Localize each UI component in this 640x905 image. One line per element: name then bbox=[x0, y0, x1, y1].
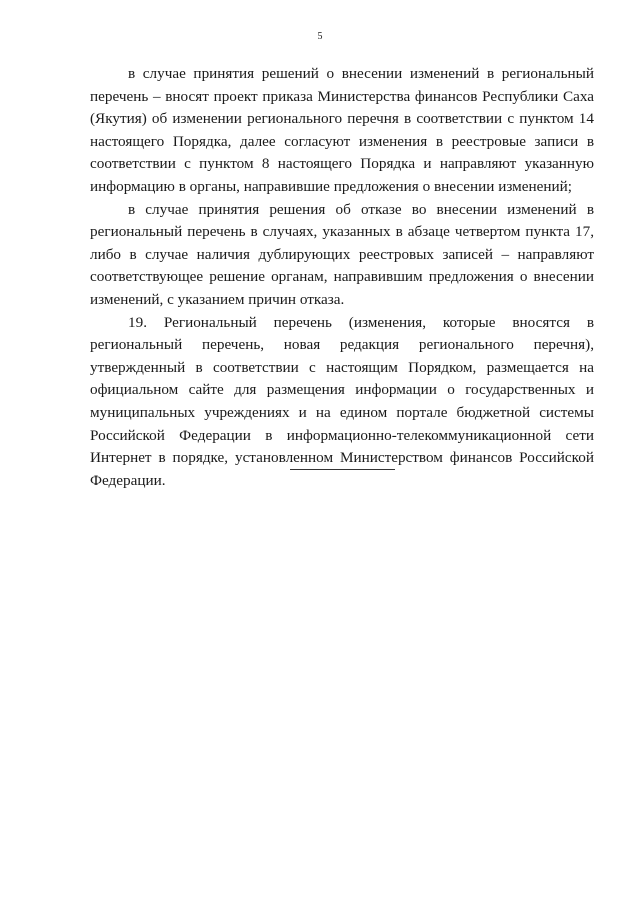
paragraph-amendment-refused: в случае принятия решения об отказе во внесении изменений в региональный перечень в случаях, указанных в абзаце четвертом пункта 17, либо в случае наличия дублирующих реестровых записей – направляют соответствующее решение органам, направившим предложения о внесении изменений, с указанием причин отказа. bbox=[90, 200, 594, 308]
end-of-document-rule bbox=[290, 469, 395, 470]
page-number: 5 bbox=[317, 31, 323, 42]
document-body bbox=[90, 63, 594, 492]
paragraph-amendment-accepted: в случае принятия решений о внесении изменений в региональный перечень – вносят проект приказа Министерства финансов Республики Саха (Якутия) об изменении регионального перечня в соответствии с пунктом 14 настоящего Порядка, далее согласуют изменения в реестровые записи в соответствии с пунктом 8 настоящего Порядка и направляют указанную информацию в органы, направившие предложения о внесении изменений; bbox=[90, 65, 594, 195]
paragraph-item-19: 19. Региональный перечень (изменения, которые вносятся в региональный перечень, новая редакция регионального перечня), утвержденный в соответствии с настоящим Порядком, размещается на официальном сайте для размещения информации о государственных и муниципальных учреждениях и на едином портале бюджетной системы Российской Федерации в информационно-телекоммуникационной сети Интернет в порядке, установленном Министерством финансов Российской Федерации. bbox=[90, 313, 594, 489]
